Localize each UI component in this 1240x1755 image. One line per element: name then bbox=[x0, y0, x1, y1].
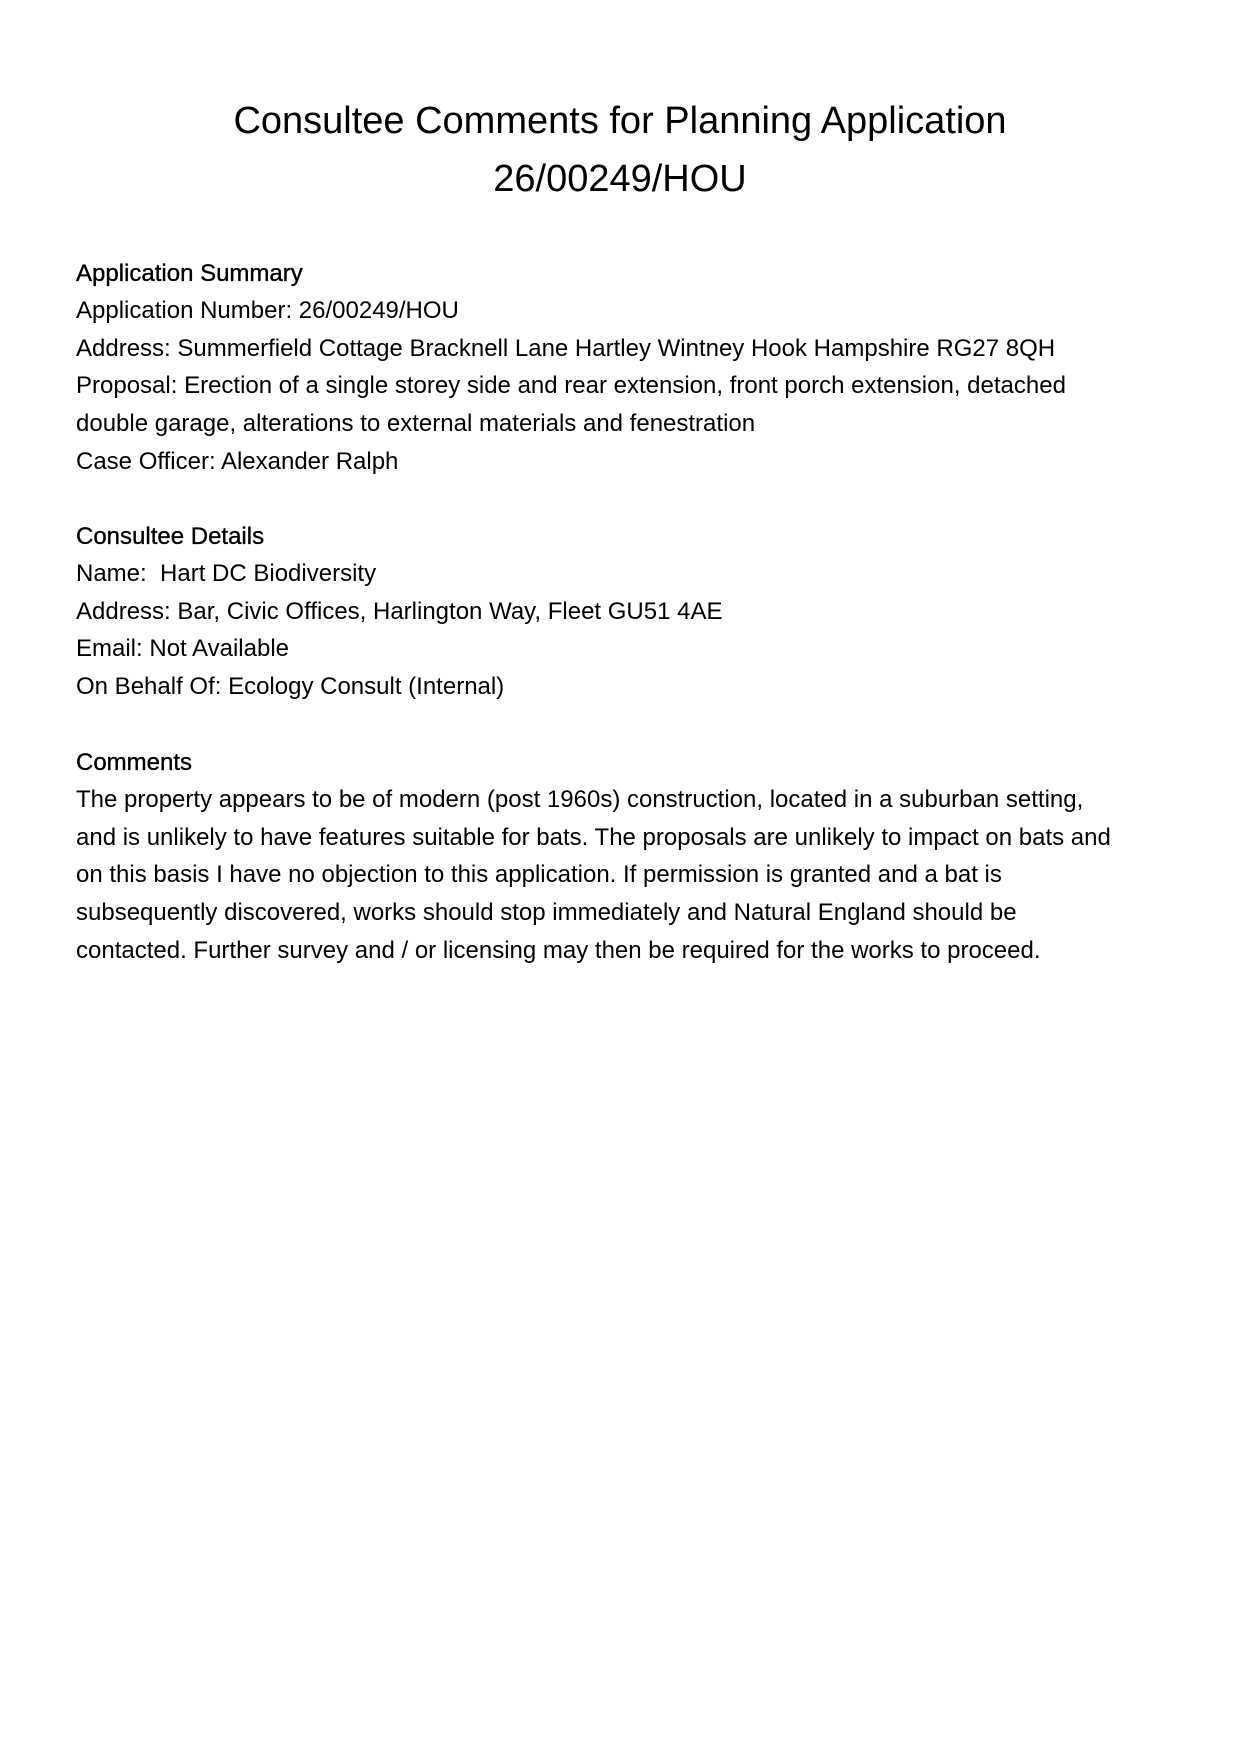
application-number-value: 26/00249/HOU bbox=[298, 297, 459, 324]
consultee-email-label: Email: bbox=[76, 635, 143, 663]
consultee-name-value: Hart DC Biodiversity bbox=[160, 560, 377, 587]
consultee-address-value: Bar, Civic Offices, Harlington Way, Fleet GU51 4AE bbox=[177, 597, 723, 625]
comment-line: subsequently discovered, works should stop immediately and Natural England should be bbox=[76, 899, 1017, 927]
case-officer-label: Case Officer: bbox=[76, 447, 216, 475]
page-title-line-1: Consultee Comments for Planning Application bbox=[233, 100, 1007, 142]
consultee-details-section bbox=[76, 518, 1166, 706]
consultee-address-row bbox=[76, 593, 1166, 631]
on-behalf-of-value: Ecology Consult (Internal) bbox=[228, 673, 505, 701]
application-number-label: Application Number: bbox=[76, 297, 293, 324]
proposal-label: Proposal: bbox=[76, 372, 178, 400]
page-title-line-2: 26/00249/HOU bbox=[493, 158, 747, 200]
application-summary-heading: Application Summary bbox=[76, 260, 303, 287]
comments-heading: Comments bbox=[76, 749, 193, 776]
consultee-details-heading: Consultee Details bbox=[76, 523, 265, 550]
consultee-email-value: Not Available bbox=[149, 635, 290, 663]
on-behalf-of-row bbox=[76, 668, 1166, 706]
comment-line: and is unlikely to have features suitable for bats. The proposals are unlikely to impact on bats and bbox=[76, 823, 1111, 851]
application-address-row bbox=[76, 330, 1166, 368]
application-number-row bbox=[76, 292, 1166, 330]
proposal-row bbox=[76, 367, 1166, 405]
proposal-value-line-2: double garage, alterations to external materials and fenestration bbox=[76, 410, 756, 438]
application-address-label: Address: bbox=[76, 334, 171, 362]
comment-line: contacted. Further survey and / or licensing may then be required for the works to proceed. bbox=[76, 936, 1041, 964]
consultee-address-label: Address: bbox=[76, 597, 171, 625]
comments-section bbox=[76, 744, 1166, 970]
consultee-name-label: Name: bbox=[76, 560, 147, 587]
consultee-name-row bbox=[76, 555, 1166, 593]
proposal-value-line-1: Erection of a single storey side and rear extension, front porch extension, detached bbox=[184, 372, 1066, 400]
consultee-email-row bbox=[76, 630, 1166, 668]
application-summary-section bbox=[76, 255, 1166, 481]
comment-line: on this basis I have no objection to this application. If permission is granted and a bat is bbox=[76, 861, 1002, 889]
case-officer-value: Alexander Ralph bbox=[220, 447, 399, 475]
on-behalf-of-label: On Behalf Of: bbox=[76, 673, 222, 701]
comment-line: The property appears to be of modern (post 1960s) construction, located in a suburban setting, bbox=[76, 786, 1084, 813]
proposal-continuation-row bbox=[76, 405, 1166, 443]
page-title bbox=[140, 92, 1100, 208]
case-officer-row bbox=[76, 443, 1166, 481]
application-address-value: Summerfield Cottage Bracknell Lane Hartley Wintney Hook Hampshire RG27 8QH bbox=[177, 334, 1056, 362]
